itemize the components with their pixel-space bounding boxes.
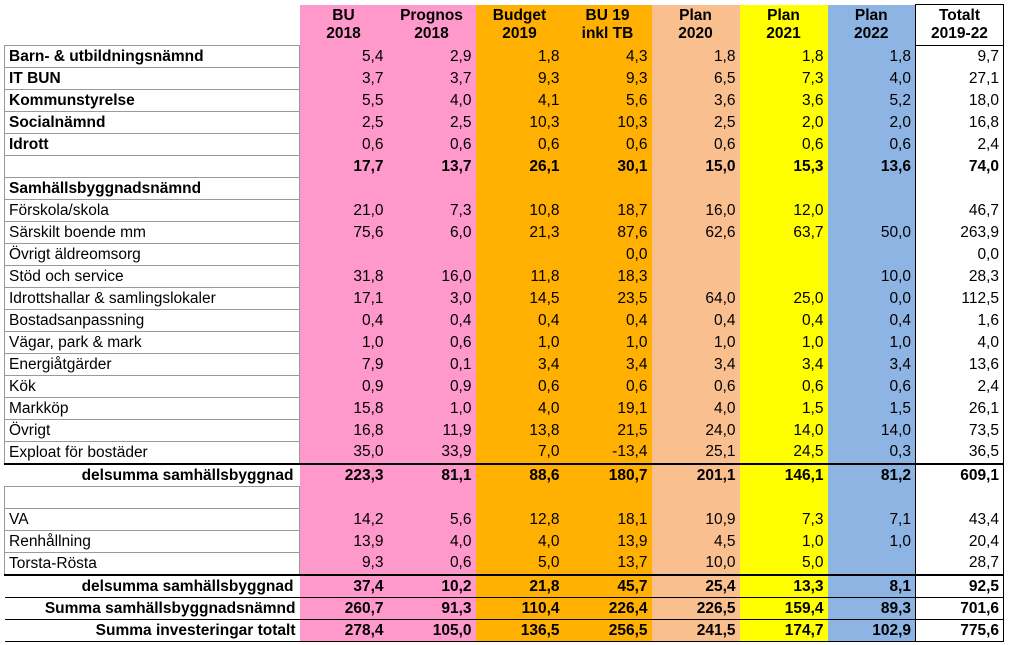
value-cell: 4,1	[476, 90, 564, 112]
row-label: Övrigt	[5, 420, 300, 442]
value-cell: 9,3	[564, 68, 652, 90]
value-cell: 18,7	[564, 200, 652, 222]
column-header-line1: BU 19	[585, 7, 630, 24]
value-cell: 2,0	[828, 112, 916, 134]
column-header	[564, 5, 652, 46]
value-cell: 88,6	[476, 464, 564, 487]
value-cell: 5,4	[300, 46, 388, 68]
value-cell: 11,8	[476, 266, 564, 288]
value-cell: 46,7	[916, 200, 1004, 222]
value-cell: 10,3	[564, 112, 652, 134]
value-cell: 75,6	[300, 222, 388, 244]
value-cell	[300, 244, 388, 266]
value-cell: 5,0	[476, 553, 564, 576]
value-cell	[388, 178, 476, 200]
value-cell: 1,8	[476, 46, 564, 68]
value-cell: 81,2	[828, 464, 916, 487]
value-cell: 16,8	[916, 112, 1004, 134]
value-cell: 1,0	[740, 531, 828, 553]
value-cell: 3,6	[652, 90, 740, 112]
value-cell: 4,0	[828, 68, 916, 90]
value-cell: 7,0	[476, 442, 564, 465]
table-row	[5, 376, 1004, 398]
column-header	[476, 5, 564, 46]
value-cell	[828, 244, 916, 266]
value-cell: 775,6	[916, 620, 1004, 642]
column-header-line1: BU	[332, 7, 355, 24]
value-cell: 25,0	[740, 288, 828, 310]
value-cell: 7,3	[388, 200, 476, 222]
value-cell	[388, 244, 476, 266]
value-cell	[740, 178, 828, 200]
value-cell	[300, 178, 388, 200]
header-row	[5, 5, 1004, 46]
value-cell: 1,8	[652, 46, 740, 68]
value-cell: 263,9	[916, 222, 1004, 244]
value-cell: 7,3	[740, 509, 828, 531]
value-cell	[652, 244, 740, 266]
row-label: Förskola/skola	[5, 200, 300, 222]
row-label: Idrottshallar & samlingslokaler	[5, 288, 300, 310]
value-cell	[652, 266, 740, 288]
value-cell: 0,6	[476, 134, 564, 156]
table-row	[5, 68, 1004, 90]
value-cell: 11,9	[388, 420, 476, 442]
value-cell: 2,5	[652, 112, 740, 134]
value-cell: 21,3	[476, 222, 564, 244]
value-cell: 260,7	[300, 598, 388, 620]
row-label: Barn- & utbildningsnämnd	[5, 46, 300, 68]
value-cell: 1,0	[828, 531, 916, 553]
value-cell: 14,2	[300, 509, 388, 531]
table-row	[5, 156, 1004, 178]
column-header-line1: Prognos	[400, 7, 463, 24]
value-cell: 4,0	[916, 332, 1004, 354]
value-cell: 50,0	[828, 222, 916, 244]
value-cell: 91,3	[388, 598, 476, 620]
value-cell: 159,4	[740, 598, 828, 620]
value-cell: 0,9	[300, 376, 388, 398]
row-label: Renhållning	[5, 531, 300, 553]
value-cell: 20,4	[916, 531, 1004, 553]
value-cell: 1,0	[828, 332, 916, 354]
value-cell: 12,0	[740, 200, 828, 222]
column-header-line1: Plan	[854, 7, 888, 24]
row-label: Markköp	[5, 398, 300, 420]
value-cell: 0,0	[828, 288, 916, 310]
column-header-line1: Budget	[492, 7, 547, 24]
value-cell: 180,7	[564, 464, 652, 487]
value-cell: 13,3	[740, 575, 828, 598]
value-cell: 226,5	[652, 598, 740, 620]
table-row	[5, 310, 1004, 332]
value-cell: 1,6	[916, 310, 1004, 332]
table-row	[5, 222, 1004, 244]
value-cell: 9,7	[916, 46, 1004, 68]
column-header-line2: 2020	[678, 25, 713, 42]
value-cell: 0,0	[564, 244, 652, 266]
investment-table	[4, 4, 1004, 642]
value-cell	[476, 178, 564, 200]
row-label: Socialnämnd	[5, 112, 300, 134]
value-cell	[564, 178, 652, 200]
value-cell: 15,0	[652, 156, 740, 178]
value-cell: 9,3	[476, 68, 564, 90]
value-cell	[828, 487, 916, 509]
value-cell: 0,6	[828, 376, 916, 398]
table-row	[5, 620, 1004, 642]
value-cell: 0,3	[828, 442, 916, 465]
value-cell: 81,1	[388, 464, 476, 487]
value-cell: 10,8	[476, 200, 564, 222]
value-cell: 3,7	[300, 68, 388, 90]
value-cell: 13,7	[564, 553, 652, 576]
value-cell: 13,9	[300, 531, 388, 553]
value-cell	[300, 487, 388, 509]
table-row	[5, 420, 1004, 442]
row-label: Bostadsanpassning	[5, 310, 300, 332]
value-cell: 92,5	[916, 575, 1004, 598]
value-cell: 112,5	[916, 288, 1004, 310]
value-cell: 45,7	[564, 575, 652, 598]
value-cell	[652, 178, 740, 200]
value-cell: 5,6	[388, 509, 476, 531]
value-cell: 7,3	[740, 68, 828, 90]
value-cell: 5,5	[300, 90, 388, 112]
column-header	[740, 5, 828, 46]
value-cell: 609,1	[916, 464, 1004, 487]
value-cell: 30,1	[564, 156, 652, 178]
value-cell: 3,4	[740, 354, 828, 376]
value-cell: 14,5	[476, 288, 564, 310]
row-label: VA	[5, 509, 300, 531]
value-cell: 146,1	[740, 464, 828, 487]
table-row	[5, 178, 1004, 200]
value-cell	[564, 487, 652, 509]
value-cell: 3,7	[388, 68, 476, 90]
value-cell: 4,0	[388, 531, 476, 553]
value-cell: 10,3	[476, 112, 564, 134]
value-cell: 89,3	[828, 598, 916, 620]
value-cell: 28,7	[916, 553, 1004, 576]
column-header-line2: 2022	[854, 25, 889, 42]
table-row	[5, 598, 1004, 620]
value-cell: 201,1	[652, 464, 740, 487]
value-cell	[740, 487, 828, 509]
value-cell: 0,6	[564, 376, 652, 398]
value-cell: 14,0	[828, 420, 916, 442]
value-cell: 0,4	[652, 310, 740, 332]
value-cell: 25,4	[652, 575, 740, 598]
value-cell: 15,3	[740, 156, 828, 178]
value-cell: 0,6	[652, 134, 740, 156]
column-header-line2: inkl TB	[581, 25, 634, 42]
row-label: Torsta-Rösta	[5, 553, 300, 576]
value-cell: 21,8	[476, 575, 564, 598]
row-label: delsumma samhällsbyggnad	[5, 464, 300, 487]
value-cell: 87,6	[564, 222, 652, 244]
table-row	[5, 531, 1004, 553]
value-cell: 25,1	[652, 442, 740, 465]
value-cell: 33,9	[388, 442, 476, 465]
value-cell: 18,1	[564, 509, 652, 531]
value-cell: 1,8	[828, 46, 916, 68]
value-cell: 9,3	[300, 553, 388, 576]
value-cell	[476, 244, 564, 266]
value-cell: 701,6	[916, 598, 1004, 620]
column-header	[388, 5, 476, 46]
table-row	[5, 112, 1004, 134]
value-cell: 0,6	[476, 376, 564, 398]
value-cell: 31,8	[300, 266, 388, 288]
value-cell: 26,1	[476, 156, 564, 178]
value-cell: 18,3	[564, 266, 652, 288]
row-label: Samhällsbyggnadsnämnd	[5, 178, 300, 200]
value-cell: 15,8	[300, 398, 388, 420]
value-cell: 8,1	[828, 575, 916, 598]
table-row	[5, 442, 1004, 465]
value-cell: 0,6	[740, 376, 828, 398]
row-label: Energiåtgärder	[5, 354, 300, 376]
value-cell: 0,1	[388, 354, 476, 376]
table-row	[5, 244, 1004, 266]
column-header-line1: Plan	[767, 7, 800, 24]
value-cell: 13,6	[916, 354, 1004, 376]
value-cell: 6,0	[388, 222, 476, 244]
value-cell: 26,1	[916, 398, 1004, 420]
column-header	[916, 5, 1004, 46]
value-cell: 12,8	[476, 509, 564, 531]
table-row	[5, 332, 1004, 354]
row-label: Särskilt boende mm	[5, 222, 300, 244]
column-header-line1: Plan	[679, 7, 712, 24]
value-cell: 37,4	[300, 575, 388, 598]
value-cell: 1,8	[740, 46, 828, 68]
value-cell: 0,4	[476, 310, 564, 332]
table-row	[5, 509, 1004, 531]
header-blank-cell	[5, 5, 300, 46]
value-cell: 14,0	[740, 420, 828, 442]
value-cell: 13,9	[564, 531, 652, 553]
value-cell: 21,0	[300, 200, 388, 222]
value-cell: 3,4	[652, 354, 740, 376]
value-cell: 28,3	[916, 266, 1004, 288]
row-label: Vägar, park & mark	[5, 332, 300, 354]
value-cell: 2,5	[388, 112, 476, 134]
value-cell: 10,9	[652, 509, 740, 531]
table-row	[5, 200, 1004, 222]
value-cell	[828, 178, 916, 200]
value-cell: 0,6	[388, 134, 476, 156]
value-cell	[476, 487, 564, 509]
value-cell: 1,0	[388, 398, 476, 420]
column-header-line2: 2019-22	[931, 25, 988, 42]
value-cell: 18,0	[916, 90, 1004, 112]
table-row	[5, 266, 1004, 288]
value-cell: 110,4	[476, 598, 564, 620]
column-header-line2: 2018	[326, 25, 361, 42]
value-cell: 0,4	[300, 310, 388, 332]
value-cell: 1,5	[828, 398, 916, 420]
row-label: Övrigt äldreomsorg	[5, 244, 300, 266]
value-cell: 0,6	[388, 553, 476, 576]
value-cell: 278,4	[300, 620, 388, 642]
value-cell: 23,5	[564, 288, 652, 310]
value-cell: 0,9	[388, 376, 476, 398]
value-cell: 27,1	[916, 68, 1004, 90]
value-cell: 2,9	[388, 46, 476, 68]
value-cell: 7,1	[828, 509, 916, 531]
value-cell: 0,6	[828, 134, 916, 156]
value-cell: 1,0	[564, 332, 652, 354]
value-cell: 0,6	[652, 376, 740, 398]
value-cell: 24,0	[652, 420, 740, 442]
value-cell: 0,6	[388, 332, 476, 354]
value-cell: 3,4	[476, 354, 564, 376]
value-cell: 5,0	[740, 553, 828, 576]
value-cell: -13,4	[564, 442, 652, 465]
column-header	[300, 5, 388, 46]
row-label: Summa samhällsbyggnadsnämnd	[5, 598, 300, 620]
value-cell: 1,0	[300, 332, 388, 354]
row-label: Kök	[5, 376, 300, 398]
value-cell: 2,0	[740, 112, 828, 134]
table-row	[5, 464, 1004, 487]
table-row	[5, 354, 1004, 376]
value-cell: 241,5	[652, 620, 740, 642]
value-cell: 3,4	[564, 354, 652, 376]
row-label: Stöd och service	[5, 266, 300, 288]
value-cell: 0,6	[740, 134, 828, 156]
value-cell: 5,6	[564, 90, 652, 112]
value-cell: 17,7	[300, 156, 388, 178]
row-label	[5, 156, 300, 178]
table-row	[5, 288, 1004, 310]
value-cell: 4,0	[652, 398, 740, 420]
table-row	[5, 487, 1004, 509]
value-cell: 4,0	[476, 531, 564, 553]
value-cell: 105,0	[388, 620, 476, 642]
row-label: delsumma samhällsbyggnad	[5, 575, 300, 598]
value-cell: 226,4	[564, 598, 652, 620]
value-cell: 0,4	[828, 310, 916, 332]
value-cell: 1,0	[740, 332, 828, 354]
column-header-line2: 2018	[414, 25, 449, 42]
value-cell: 19,1	[564, 398, 652, 420]
table-row	[5, 134, 1004, 156]
value-cell: 3,4	[828, 354, 916, 376]
value-cell: 4,0	[476, 398, 564, 420]
value-cell: 10,0	[828, 266, 916, 288]
table-row	[5, 575, 1004, 598]
table-row	[5, 553, 1004, 576]
value-cell: 16,0	[388, 266, 476, 288]
column-header	[652, 5, 740, 46]
value-cell: 16,0	[652, 200, 740, 222]
value-cell: 13,7	[388, 156, 476, 178]
value-cell: 0,4	[740, 310, 828, 332]
row-label: Exploat för bostäder	[5, 442, 300, 465]
row-label: Summa investeringar totalt	[5, 620, 300, 642]
value-cell: 24,5	[740, 442, 828, 465]
value-cell: 2,4	[916, 134, 1004, 156]
value-cell	[740, 244, 828, 266]
value-cell: 1,5	[740, 398, 828, 420]
value-cell: 0,6	[300, 134, 388, 156]
value-cell: 5,2	[828, 90, 916, 112]
value-cell	[388, 487, 476, 509]
value-cell: 0,4	[564, 310, 652, 332]
value-cell: 17,1	[300, 288, 388, 310]
row-label	[5, 487, 300, 509]
value-cell: 7,9	[300, 354, 388, 376]
value-cell	[652, 487, 740, 509]
value-cell: 64,0	[652, 288, 740, 310]
value-cell: 0,0	[916, 244, 1004, 266]
row-label: IT BUN	[5, 68, 300, 90]
row-label: Idrott	[5, 134, 300, 156]
value-cell: 3,6	[740, 90, 828, 112]
value-cell: 4,5	[652, 531, 740, 553]
value-cell: 0,6	[564, 134, 652, 156]
value-cell: 35,0	[300, 442, 388, 465]
value-cell	[916, 178, 1004, 200]
row-label: Kommunstyrelse	[5, 90, 300, 112]
value-cell: 16,8	[300, 420, 388, 442]
value-cell	[828, 200, 916, 222]
value-cell: 0,4	[388, 310, 476, 332]
table-body	[5, 46, 1004, 642]
value-cell: 1,0	[476, 332, 564, 354]
value-cell: 2,5	[300, 112, 388, 134]
value-cell: 136,5	[476, 620, 564, 642]
value-cell: 43,4	[916, 509, 1004, 531]
value-cell: 6,5	[652, 68, 740, 90]
value-cell: 256,5	[564, 620, 652, 642]
value-cell: 1,0	[652, 332, 740, 354]
value-cell: 4,0	[388, 90, 476, 112]
column-header	[828, 5, 916, 46]
value-cell: 102,9	[828, 620, 916, 642]
column-header-line1: Totalt	[938, 7, 981, 24]
value-cell: 73,5	[916, 420, 1004, 442]
value-cell: 4,3	[564, 46, 652, 68]
value-cell: 13,6	[828, 156, 916, 178]
table-row	[5, 398, 1004, 420]
value-cell	[828, 553, 916, 576]
value-cell: 63,7	[740, 222, 828, 244]
table-row	[5, 46, 1004, 68]
value-cell: 13,8	[476, 420, 564, 442]
value-cell	[916, 487, 1004, 509]
table-row	[5, 90, 1004, 112]
value-cell: 62,6	[652, 222, 740, 244]
value-cell: 3,0	[388, 288, 476, 310]
column-header-line2: 2021	[766, 25, 801, 42]
value-cell: 223,3	[300, 464, 388, 487]
column-header-line2: 2019	[502, 25, 537, 42]
value-cell: 174,7	[740, 620, 828, 642]
value-cell: 36,5	[916, 442, 1004, 465]
value-cell: 2,4	[916, 376, 1004, 398]
value-cell	[740, 266, 828, 288]
value-cell: 74,0	[916, 156, 1004, 178]
value-cell: 21,5	[564, 420, 652, 442]
value-cell: 10,2	[388, 575, 476, 598]
value-cell: 10,0	[652, 553, 740, 576]
